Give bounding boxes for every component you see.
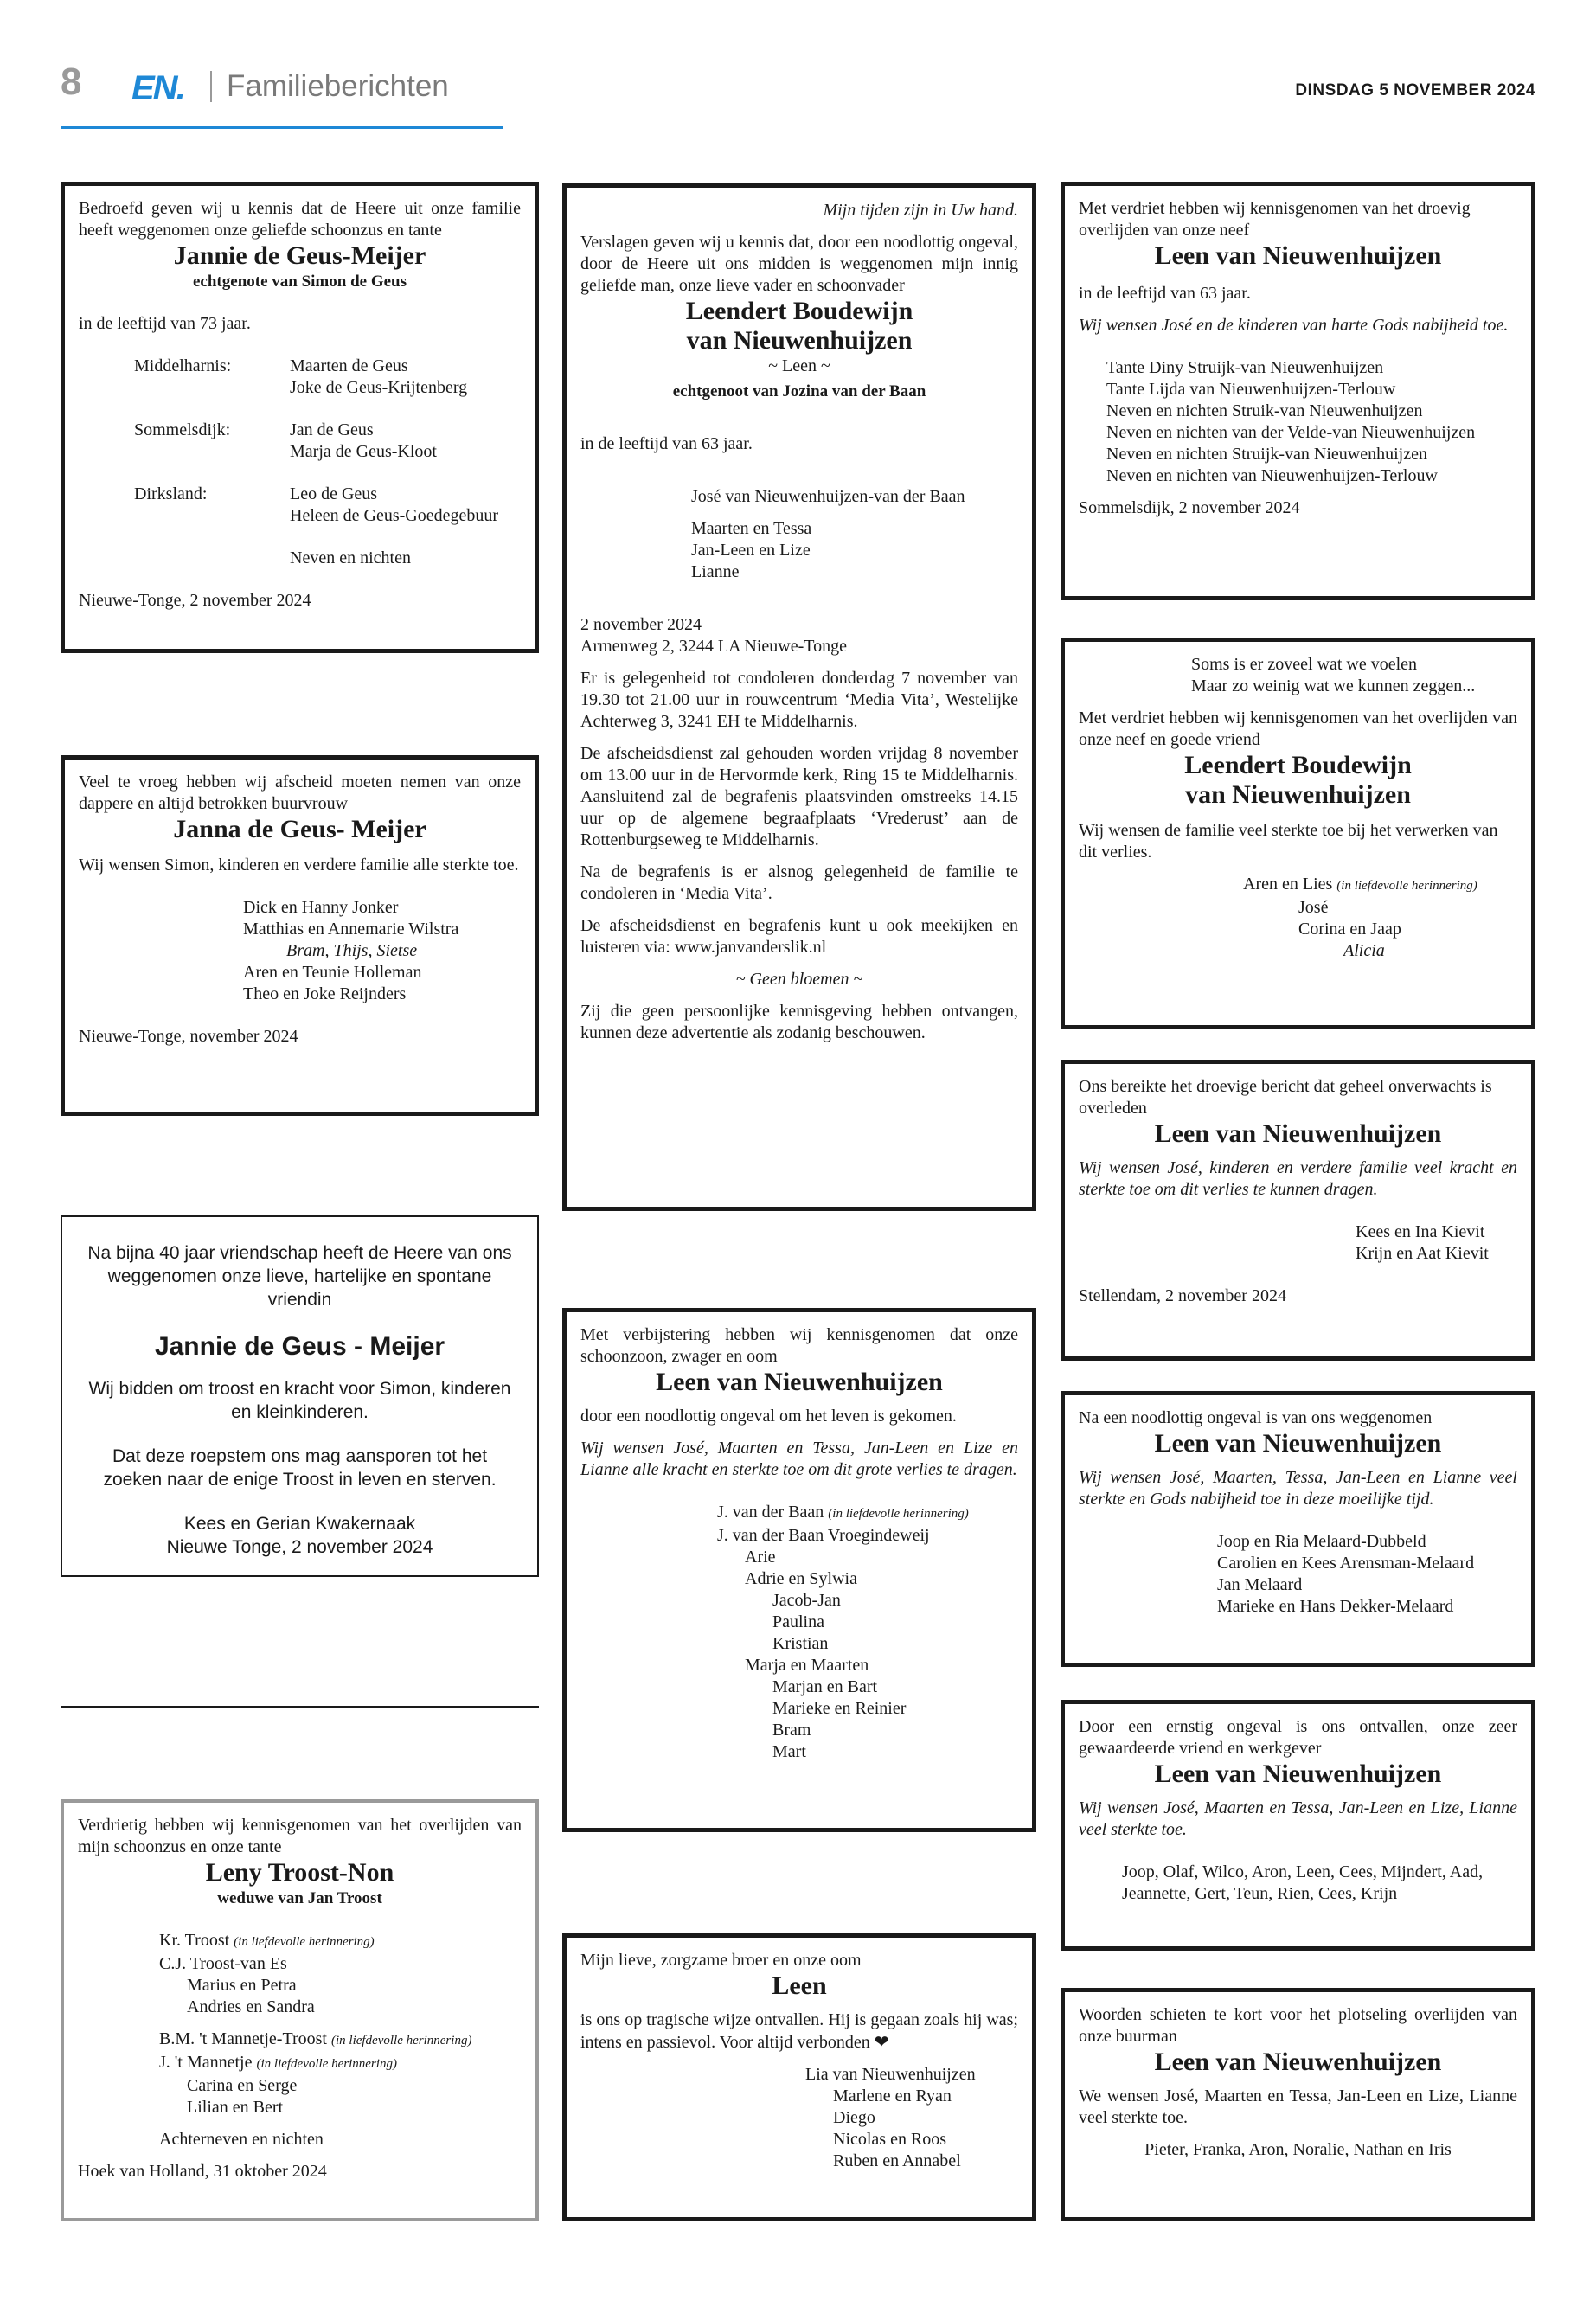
signatory: J. van der Baan (717, 1503, 824, 1522)
notice-name: Leny Troost-Non (205, 1858, 394, 1887)
family-name: Joke de Geus-Krijtenberg (290, 378, 468, 397)
notice-name: Leen van Nieuwenhuijzen (656, 1368, 943, 1396)
signatory: Maarten en Tessa (691, 519, 812, 538)
notice-name: Leendert Boudewijn (1184, 751, 1412, 779)
signatory: Marius en Petra (187, 1976, 297, 1995)
notice-footer: Stellendam, 2 november 2024 (1079, 1286, 1286, 1305)
notice-name: Janna de Geus- Meijer (173, 815, 426, 843)
poem-line: Maar zo weinig wat we kunnen zeggen... (1191, 676, 1476, 695)
notice-intro: Bedroefd geven wij u kennis dat de Heere uit onze familie heeft weggenomen onze geliefde schoonzus en tante (79, 199, 521, 240)
signatory: Marjan en Bart (772, 1677, 878, 1696)
notice-name: Leen van Nieuwenhuijzen (1154, 1429, 1442, 1458)
notice-wish: Wij wensen de familie veel sterkte toe bij het verwerken van dit verlies. (1079, 821, 1498, 862)
heart-icon: ❤ (874, 2031, 889, 2052)
place-label: Dirksland: (134, 484, 208, 503)
poem-line: Soms is er zoveel wat we voelen (1191, 655, 1418, 674)
family-group (79, 356, 521, 399)
notice-leen-aunts (1061, 182, 1535, 600)
notice-wish: We wensen José, Maarten en Tessa, Jan-Leen en Lize, Lianne veel sterkte toe. (1079, 2086, 1517, 2127)
notice-subtitle: echtgenote van Simon de Geus (193, 272, 407, 291)
signatory: Achterneven en nichten (159, 2130, 324, 2149)
signatory: Neven en nichten van der Velde-van Nieuwenhuijzen (1106, 423, 1476, 442)
signatory: Theo en Joke Reijnders (243, 984, 407, 1003)
signatory: Mart (772, 1742, 806, 1761)
family-name: Jan de Geus (290, 420, 374, 439)
notice-subtitle: weduwe van Jan Troost (217, 1889, 382, 1907)
signatory: Neven en nichten Struijk-van Nieuwenhuijzen (1106, 445, 1427, 464)
signatory: Adrie en Sylwia (745, 1569, 857, 1588)
signatory: Neven en nichten Struik-van Nieuwenhuijzen (1106, 401, 1423, 420)
notice-leen-kievit (1061, 1060, 1535, 1361)
notice-name: van Nieuwenhuijzen (1185, 780, 1411, 809)
signatory: Lilian en Bert (187, 2098, 284, 2117)
family-group (79, 420, 521, 463)
signatory: Jacob-Jan (772, 1591, 841, 1610)
family-name: Maarten de Geus (290, 356, 408, 375)
notice-wish: Wij wensen José, kinderen en verdere familie veel kracht en sterkte toe om dit verlies te kunnen dragen. (1079, 1158, 1517, 1199)
notice-paragraph: Er is gelegenheid tot condoleren donderdag 7 november van 19.30 tot 21.00 uur in rouwcentrum ‘Media Vita’, Westelijke Achterweg 3, 3241 EH te Middelharnis. (580, 669, 1018, 731)
signatory: Diego (833, 2108, 875, 2127)
notice-intro: Verdrietig hebben wij kennisgenomen van het overlijden van mijn schoonzus en onze tante (78, 1816, 522, 1856)
notice-intro: Met verdriet hebben wij kennisgenomen van het droevig overlijden van onze neef (1079, 199, 1471, 240)
notice-name: Leen van Nieuwenhuijzen (1154, 1119, 1442, 1148)
signatory: B.M. 't Mannetje-Troost (159, 2029, 327, 2048)
notice-leen-melaard (1061, 1391, 1535, 1667)
notice-wish: Wij wensen José, Maarten en Tessa, Jan-Leen en Lize, Lianne veel sterkte toe. (1079, 1798, 1517, 1839)
notice-intro: Veel te vroeg hebben wij afscheid moeten nemen van onze dappere en altijd betrokken buurvrouw (79, 772, 521, 813)
memorial-note: (in liefdevolle herinnering) (256, 2057, 397, 2071)
notice-name: Jannie de Geus-Meijer (173, 241, 426, 270)
notice-intro: Woorden schieten te kort voor het plotseling overlijden van onze buurman (1079, 2005, 1517, 2046)
header-divider (210, 71, 212, 102)
notice-flowers: ~ Geen bloemen ~ (735, 970, 863, 989)
signatory: Kr. Troost (159, 1931, 230, 1950)
newspaper-logo: EN. (131, 69, 184, 107)
signatory: Marieke en Hans Dekker-Melaard (1217, 1597, 1454, 1616)
notice-intro: Door een ernstig ongeval is ons ontvallen, onze zeer gewaardeerde vriend en werkgever (1079, 1717, 1517, 1758)
notice-leen-inlaws (562, 1308, 1036, 1832)
family-group (79, 484, 521, 527)
signatory: José van Nieuwenhuijzen-van der Baan (691, 487, 965, 506)
notice-intro: Verslagen geven wij u kennis dat, door een noodlottig ongeval, door de Heere uit ons midden is weggenomen mijn innig geliefde man, onze lieve vader en schoonvader (580, 233, 1018, 295)
signatory: Marja en Maarten (745, 1656, 869, 1675)
notice-intro: Na bijna 40 jaar vriendschap heeft de Heere van ons weggenomen onze lieve, hartelijke en spontane vriendin (87, 1243, 512, 1310)
notice-footer: Nieuwe-Tonge, november 2024 (79, 1027, 298, 1046)
signatory: J. van der Baan Vroegindeweij (717, 1526, 930, 1545)
notice-janna-neighbours (61, 755, 539, 1116)
notice-jannie-family (61, 182, 539, 653)
signatory: Lia van Nieuwenhuijzen (805, 2065, 976, 2084)
notice-footer: Nieuwe Tonge, 2 november 2024 (166, 1537, 433, 1557)
memorial-note: (in liefdevolle herinnering) (1336, 879, 1477, 893)
notice-age: in de leeftijd van 63 jaar. (1079, 284, 1251, 303)
signatory: Jan-Leen en Lize (691, 541, 811, 560)
place-label: Sommelsdijk: (134, 420, 231, 439)
page-number: 8 (61, 61, 82, 103)
signatory: Kristian (772, 1634, 829, 1653)
notice-intro: Met verdriet hebben wij kennisgenomen van het overlijden van onze neef en goede vriend (1079, 708, 1517, 749)
notice-paragraph: De afscheidsdienst zal gehouden worden vrijdag 8 november om 13.00 uur in de Hervormde kerk, Ring 15 te Middelharnis. Aansluitend zal de begrafenis plaatsvinden omstreeks 14.15 uur op de algemene begraafplaats ‘Vrederust’ aan de Rottenburgseweg te Middelharnis. (580, 744, 1018, 849)
signatory: Tante Lijda van Nieuwenhuijzen-Terlouw (1106, 380, 1396, 399)
notice-text: Dat deze roepstem ons mag aansporen tot het zoeken naar de enige Troost in leven en sterven. (103, 1446, 497, 1490)
notice-leen-sister (562, 1933, 1036, 2221)
signatory: Nicolas en Roos (833, 2130, 947, 2149)
family-name: Marja de Geus-Kloot (290, 442, 437, 461)
signatory: Joop, Olaf, Wilco, Aron, Leen, Cees, Mijndert, Aad, Jeannette, Gert, Teun, Rien, Cees, Krijn (1122, 1862, 1484, 1903)
notice-subtitle: echtgenoot van Jozina van der Baan (672, 382, 926, 401)
signatory: Arie (745, 1548, 776, 1567)
signatory: Pieter, Franka, Aron, Noralie, Nathan en Iris (1144, 2140, 1452, 2159)
family-name: Leo de Geus (290, 484, 378, 503)
signatory: Carina en Serge (187, 2076, 298, 2095)
signatory: C.J. Troost-van Es (159, 1954, 287, 1973)
signatory: J. 't Mannetje (159, 2053, 253, 2072)
notice-paragraph: Zij die geen persoonlijke kennisgeving hebben ontvangen, kunnen deze advertentie als zodanig beschouwen. (580, 1002, 1018, 1042)
signatory: Aren en Teunie Holleman (243, 963, 422, 982)
signatory: Lianne (691, 562, 740, 581)
signatory: Bram (772, 1721, 811, 1740)
notice-intro: Met verbijstering hebben wij kennisgenomen dat onze schoonzoon, zwager en oom (580, 1325, 1018, 1366)
notice-name: Leen van Nieuwenhuijzen (1154, 2048, 1442, 2076)
family-name: Neven en nichten (290, 548, 411, 567)
notice-wish: Wij wensen José, Maarten en Tessa, Jan-Leen en Lize en Lianne alle kracht en sterkte toe om dit grote verlies te dragen. (580, 1439, 1018, 1479)
notice-nickname: ~ Leen ~ (768, 356, 830, 375)
notice-footer: Hoek van Holland, 31 oktober 2024 (78, 2162, 327, 2181)
notice-name: van Nieuwenhuijzen (686, 326, 913, 355)
notice-motto: Mijn tijden zijn in Uw hand. (823, 201, 1018, 220)
signatory: José (1298, 898, 1329, 917)
signatory: Marieke en Reinier (772, 1699, 907, 1718)
issue-date: DINSDAG 5 NOVEMBER 2024 (1295, 81, 1535, 99)
signatory: Paulina (772, 1612, 824, 1631)
notice-name: Leen van Nieuwenhuijzen (1154, 1759, 1442, 1788)
signatory: Kees en Ina Kievit (1356, 1222, 1485, 1241)
signatory: Carolien en Kees Arensman-Melaard (1217, 1554, 1475, 1573)
notice-intro: Ons bereikte het droevige bericht dat geheel onverwachts is overleden (1079, 1077, 1492, 1118)
signatory: Aren en Lies (1243, 875, 1333, 894)
section-title: Familieberichten (227, 69, 449, 103)
signatory: Neven en nichten van Nieuwenhuijzen-Terlouw (1106, 466, 1438, 485)
signatory: Tante Diny Struijk-van Nieuwenhuijzen (1106, 358, 1384, 377)
notice-date: 2 november 2024 (580, 615, 702, 634)
notice-leendert-friends (1061, 638, 1535, 1029)
signatory: Kees en Gerian Kwakernaak (183, 1514, 416, 1534)
memorial-note: (in liefdevolle herinnering) (234, 1935, 375, 1949)
signatory: Bram, Thijs, Sietse (286, 941, 418, 960)
notice-intro: Na een noodlottig ongeval is van ons weggenomen (1079, 1408, 1433, 1427)
memorial-note: (in liefdevolle herinnering) (330, 2034, 472, 2048)
notice-text: is ons op tragische wijze ontvallen. Hij is gegaan zoals hij was; intens en passievol. Voor altijd verbonden (580, 2010, 1018, 2052)
memorial-note: (in liefdevolle herinnering) (828, 1507, 969, 1521)
signatory: Andries en Sandra (187, 1997, 315, 2016)
notice-name: Leen (772, 1971, 827, 2000)
notice-intro: Mijn lieve, zorgzame broer en onze oom (580, 1951, 862, 1970)
notice-wish: Wij wensen Simon, kinderen en verdere familie alle sterkte toe. (79, 856, 519, 875)
family-name: Heleen de Geus-Goedegebuur (290, 506, 499, 525)
notice-footer: Nieuwe-Tonge, 2 november 2024 (79, 591, 311, 610)
notice-leny (61, 1799, 539, 2221)
place-label: Middelharnis: (134, 356, 232, 375)
signatory: Krijn en Aat Kievit (1356, 1244, 1489, 1263)
signatory: Ruben en Annabel (833, 2151, 961, 2170)
header-underline (61, 126, 503, 129)
notice-paragraph: Na de begrafenis is er alsnog gelegenheid de familie te condoleren in ‘Media Vita’. (580, 862, 1018, 903)
notice-age: in de leeftijd van 63 jaar. (580, 434, 753, 453)
notice-name: Leen van Nieuwenhuijzen (1154, 241, 1442, 270)
signatory: Corina en Jaap (1298, 920, 1401, 939)
notice-paragraph: De afscheidsdienst en begrafenis kunt u ook meekijken en luisteren via: www.janvanderslik.nl (580, 916, 1018, 957)
signatory: Alicia (1343, 941, 1385, 960)
notice-wish: Wij wensen José, Maarten, Tessa, Jan-Leen en Lianne veel sterkte en Gods nabijheid toe in deze moeilijke tijd. (1079, 1468, 1517, 1509)
notice-jannie-friends (61, 1215, 539, 1577)
notice-leen-neighbours (1061, 1988, 1535, 2221)
notice-name: Jannie de Geus - Meijer (154, 1332, 445, 1361)
notice-leen-employees (1061, 1700, 1535, 1951)
notice-footer: Sommelsdijk, 2 november 2024 (1079, 498, 1300, 517)
signatory: Jan Melaard (1217, 1575, 1303, 1594)
signatory: Marlene en Ryan (833, 2086, 952, 2106)
signatory: Dick en Hanny Jonker (243, 898, 399, 917)
signatory: Matthias en Annemarie Wilstra (243, 920, 459, 939)
notice-text: Wij bidden om troost en kracht voor Simon, kinderen en kleinkinderen. (88, 1379, 511, 1422)
notice-name: Leendert Boudewijn (685, 297, 913, 325)
notice-age: in de leeftijd van 73 jaar. (79, 314, 251, 333)
notice-address: Armenweg 2, 3244 LA Nieuwe-Tonge (580, 637, 847, 656)
notice-wish: Wij wensen José en de kinderen van harte Gods nabijheid toe. (1079, 316, 1509, 335)
notice-leendert-family (562, 183, 1036, 1211)
notice-text: door een noodlottig ongeval om het leven is gekomen. (580, 1407, 957, 1426)
signatory: Joop en Ria Melaard-Dubbeld (1217, 1532, 1426, 1551)
column-divider (61, 1706, 539, 1708)
